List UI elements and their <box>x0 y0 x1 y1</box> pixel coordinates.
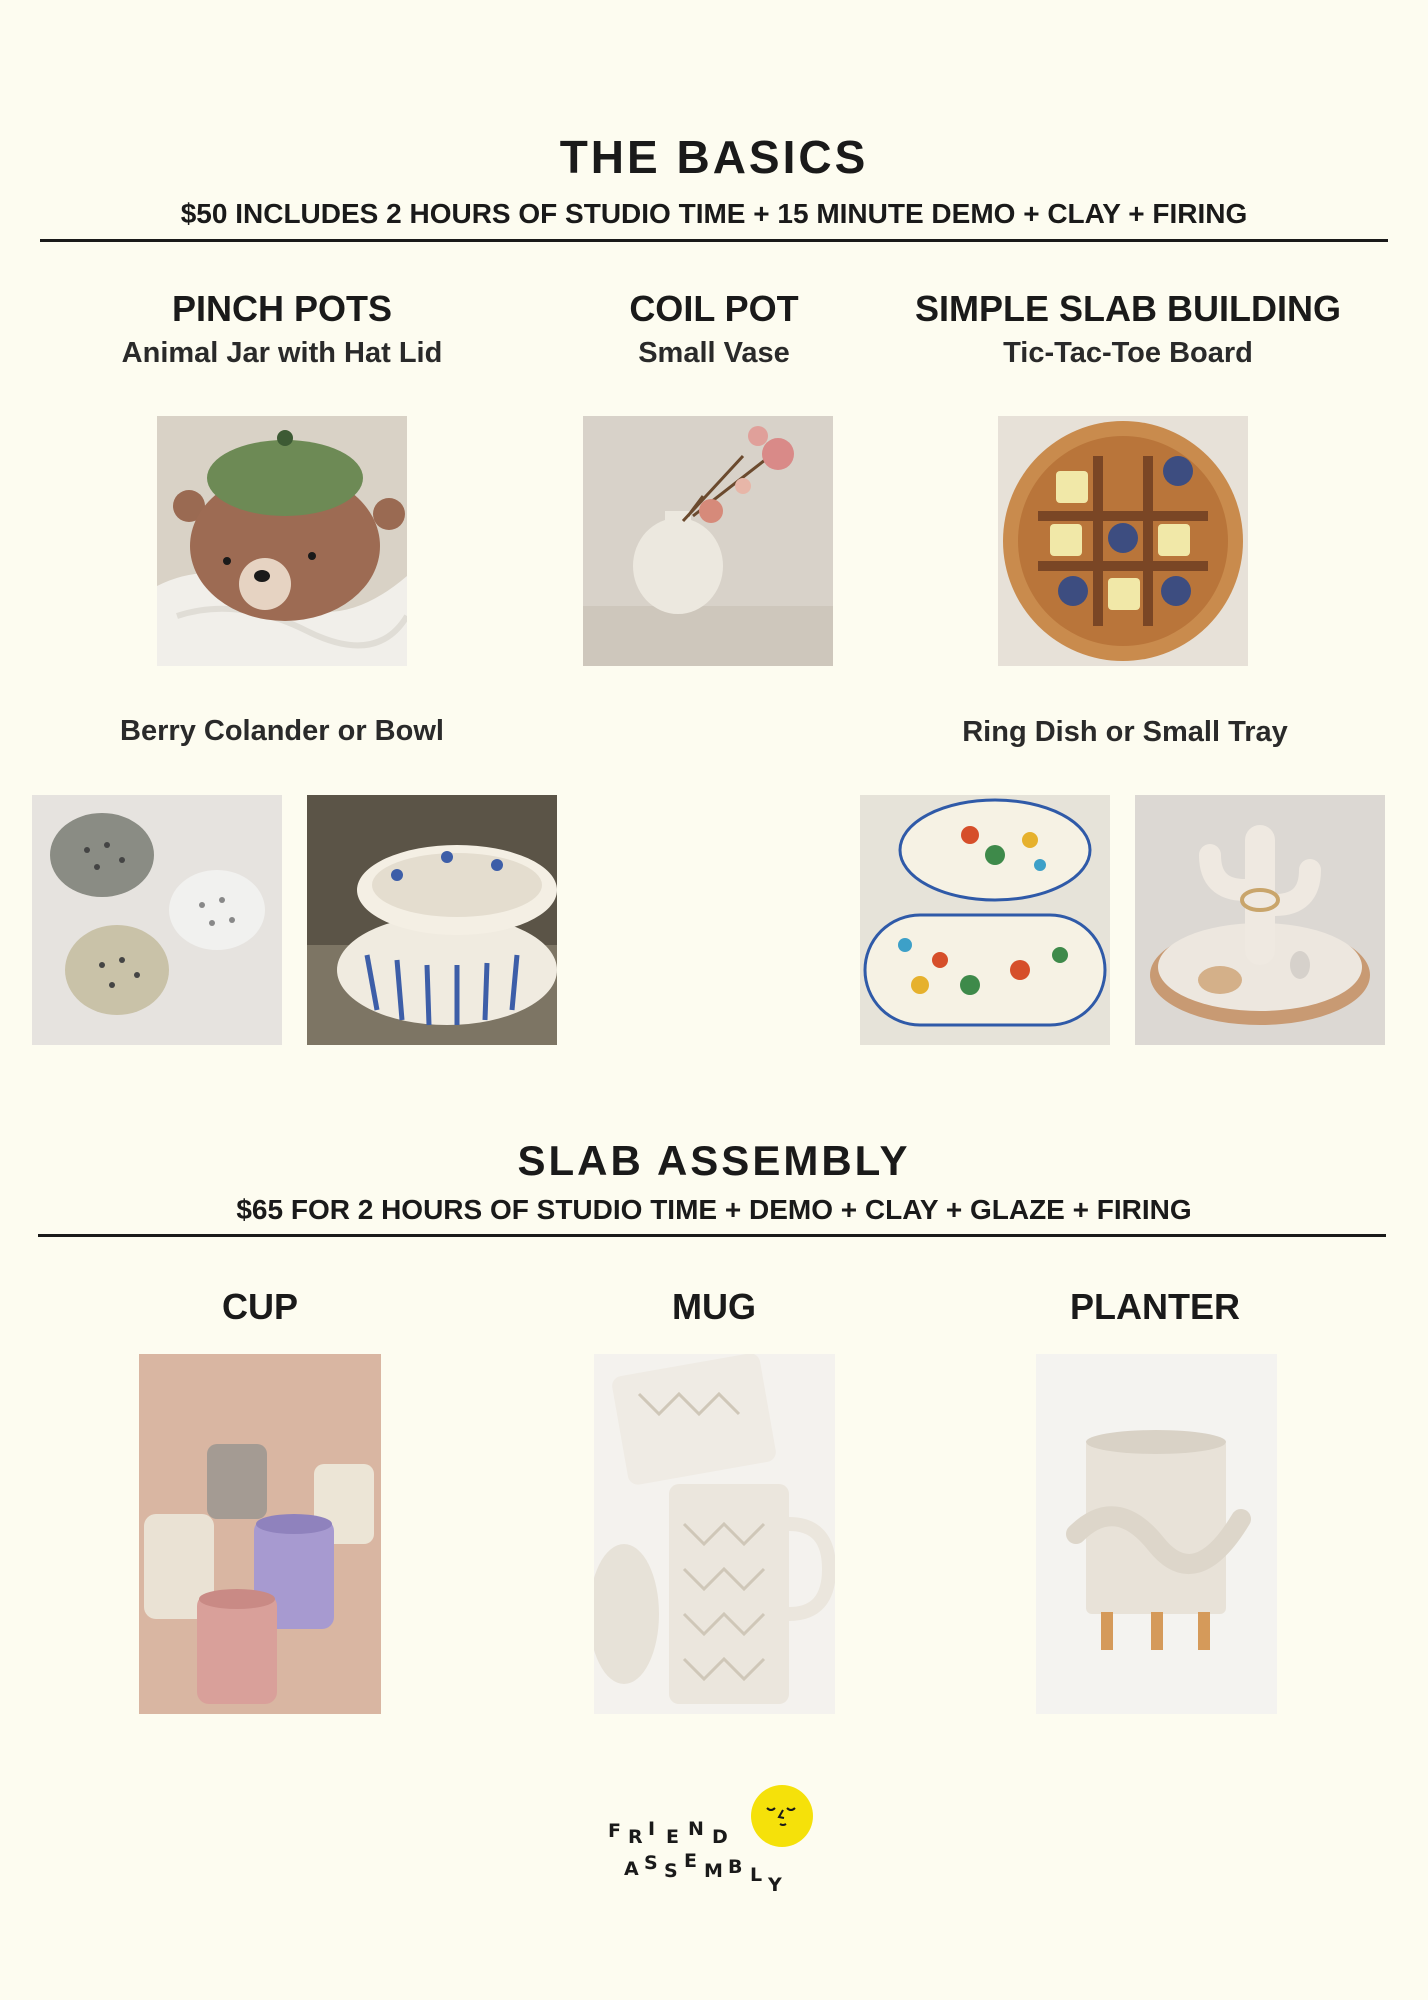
logo-letter: M <box>704 1860 723 1882</box>
logo-letter: F <box>608 1820 621 1842</box>
slab-subtitle: $65 FOR 2 HOURS OF STUDIO TIME + DEMO + CLAY + GLAZE + FIRING <box>236 1194 1192 1225</box>
photo-bowls <box>307 795 557 1045</box>
item-small-vase: Small Vase <box>638 337 790 369</box>
category-planter: PLANTER <box>1070 1286 1240 1327</box>
photo-tic-tac-toe <box>998 416 1248 666</box>
photo-bear-jar <box>157 416 407 666</box>
item-berry-colander: Berry Colander or Bowl <box>120 715 444 747</box>
logo-letter: S <box>664 1860 678 1882</box>
category-pinch-pots: PINCH POTS <box>171 288 393 329</box>
smiley-face-icon <box>750 1784 814 1848</box>
logo-letter: B <box>728 1856 743 1878</box>
logo-letter: S <box>644 1852 658 1874</box>
item-tic-tac-toe: Tic-Tac-Toe Board <box>1003 337 1253 369</box>
basics-subtitle: $50 INCLUDES 2 HOURS OF STUDIO TIME + 15 MINUTE DEMO + CLAY + FIRING <box>180 198 1248 229</box>
photo-planter <box>1036 1354 1277 1714</box>
category-cup: CUP <box>221 1286 298 1327</box>
photo-mugs <box>594 1354 835 1714</box>
logo-letter: E <box>666 1826 679 1848</box>
friend-assembly-logo <box>600 1780 840 1900</box>
logo-letter: D <box>712 1826 728 1848</box>
logo-letter: A <box>624 1858 639 1880</box>
category-coil-pot: COIL POT <box>629 288 799 329</box>
logo-letter: N <box>688 1818 704 1840</box>
category-mug: MUG <box>672 1286 756 1327</box>
basics-divider <box>40 239 1388 242</box>
photo-cups <box>139 1354 381 1714</box>
photo-colanders <box>32 795 282 1045</box>
photo-small-vase <box>583 416 833 666</box>
logo-letter: R <box>628 1826 643 1848</box>
item-animal-jar: Animal Jar with Hat Lid <box>121 337 443 369</box>
category-simple-slab: SIMPLE SLAB BUILDING <box>914 288 1341 329</box>
slab-title: SLAB ASSEMBLY <box>517 1137 911 1184</box>
photo-ring-dish <box>1135 795 1385 1045</box>
basics-title: THE BASICS <box>559 131 869 183</box>
logo-letter: L <box>750 1864 763 1886</box>
logo-letter: Y <box>768 1874 782 1896</box>
slab-divider <box>38 1234 1386 1237</box>
logo-letter: E <box>684 1850 697 1872</box>
item-ring-dish: Ring Dish or Small Tray <box>962 716 1288 748</box>
photo-painted-trays <box>860 795 1110 1045</box>
logo-letter: I <box>648 1818 656 1840</box>
